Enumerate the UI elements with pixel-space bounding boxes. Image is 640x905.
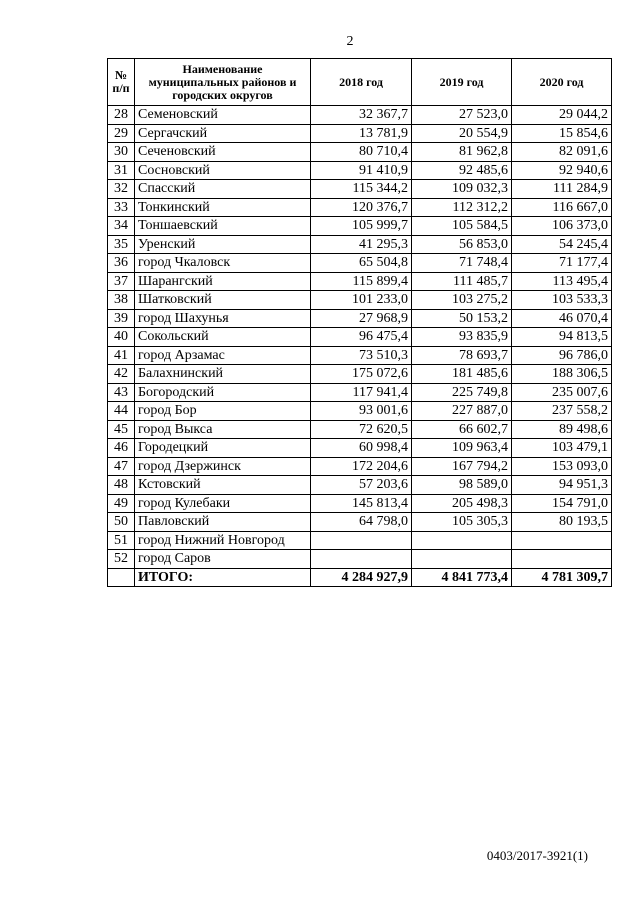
value-2018-cell: 172 204,6 bbox=[311, 457, 412, 476]
row-number-cell: 39 bbox=[108, 309, 135, 328]
municipality-name-cell: город Шахунья bbox=[135, 309, 311, 328]
value-2018-cell: 93 001,6 bbox=[311, 402, 412, 421]
value-2020-cell: 92 940,6 bbox=[512, 161, 612, 180]
total-number-cell bbox=[108, 568, 135, 587]
value-2020-cell: 82 091,6 bbox=[512, 143, 612, 162]
value-2019-cell: 92 485,6 bbox=[412, 161, 512, 180]
row-number-cell: 47 bbox=[108, 457, 135, 476]
row-number-cell: 38 bbox=[108, 291, 135, 310]
value-2018-cell: 60 998,4 bbox=[311, 439, 412, 458]
value-2019-cell: 50 153,2 bbox=[412, 309, 512, 328]
value-2019-cell: 225 749,8 bbox=[412, 383, 512, 402]
municipality-name-cell: Шатковский bbox=[135, 291, 311, 310]
table-body bbox=[108, 106, 612, 569]
municipality-name-cell: Балахнинский bbox=[135, 365, 311, 384]
value-2020-cell: 80 193,5 bbox=[512, 513, 612, 532]
value-2019-cell: 105 305,3 bbox=[412, 513, 512, 532]
row-number-cell: 43 bbox=[108, 383, 135, 402]
table-header-row bbox=[108, 59, 612, 106]
value-2018-cell: 27 968,9 bbox=[311, 309, 412, 328]
row-number-cell: 36 bbox=[108, 254, 135, 273]
value-2019-cell: 111 485,7 bbox=[412, 272, 512, 291]
value-2020-cell bbox=[512, 531, 612, 550]
page-number: 2 bbox=[346, 34, 354, 49]
value-2020-cell: 15 854,6 bbox=[512, 124, 612, 143]
municipality-name-cell: Уренский bbox=[135, 235, 311, 254]
row-number-cell: 50 bbox=[108, 513, 135, 532]
value-2019-cell: 56 853,0 bbox=[412, 235, 512, 254]
municipality-name-cell: Сеченовский bbox=[135, 143, 311, 162]
value-2020-cell: 106 373,0 bbox=[512, 217, 612, 236]
value-2018-cell bbox=[311, 550, 412, 569]
total-row bbox=[108, 568, 612, 587]
budget-table bbox=[107, 58, 612, 587]
value-2018-cell: 120 376,7 bbox=[311, 198, 412, 217]
value-2018-cell: 101 233,0 bbox=[311, 291, 412, 310]
row-number-cell: 45 bbox=[108, 420, 135, 439]
value-2020-cell: 237 558,2 bbox=[512, 402, 612, 421]
value-2018-cell: 115 899,4 bbox=[311, 272, 412, 291]
value-2020-cell: 116 667,0 bbox=[512, 198, 612, 217]
row-number-cell: 32 bbox=[108, 180, 135, 199]
municipality-name-cell: Сергачский bbox=[135, 124, 311, 143]
municipality-name-cell: Павловский bbox=[135, 513, 311, 532]
table-row bbox=[108, 383, 612, 402]
table-row bbox=[108, 420, 612, 439]
table-row bbox=[108, 328, 612, 347]
value-2020-cell: 94 951,3 bbox=[512, 476, 612, 495]
row-number-cell: 37 bbox=[108, 272, 135, 291]
table-row bbox=[108, 457, 612, 476]
municipality-name-cell: Семеновский bbox=[135, 106, 311, 125]
value-2020-cell: 235 007,6 bbox=[512, 383, 612, 402]
value-2018-cell: 175 072,6 bbox=[311, 365, 412, 384]
value-2020-cell: 188 306,5 bbox=[512, 365, 612, 384]
value-2018-cell: 105 999,7 bbox=[311, 217, 412, 236]
value-2020-cell: 46 070,4 bbox=[512, 309, 612, 328]
row-number-cell: 29 bbox=[108, 124, 135, 143]
row-number-cell: 41 bbox=[108, 346, 135, 365]
municipality-name-cell: Шарангский bbox=[135, 272, 311, 291]
total-label: ИТОГО: bbox=[135, 568, 311, 587]
municipality-name-cell: Тонкинский bbox=[135, 198, 311, 217]
value-2019-cell: 112 312,2 bbox=[412, 198, 512, 217]
value-2020-cell: 111 284,9 bbox=[512, 180, 612, 199]
table-row bbox=[108, 476, 612, 495]
value-2019-cell: 93 835,9 bbox=[412, 328, 512, 347]
value-2018-cell: 72 620,5 bbox=[311, 420, 412, 439]
table-row bbox=[108, 143, 612, 162]
row-number-cell: 48 bbox=[108, 476, 135, 495]
municipality-name-cell: город Саров bbox=[135, 550, 311, 569]
value-2018-cell: 117 941,4 bbox=[311, 383, 412, 402]
table-row bbox=[108, 531, 612, 550]
value-2018-cell: 73 510,3 bbox=[311, 346, 412, 365]
municipality-name-cell: город Дзержинск bbox=[135, 457, 311, 476]
municipality-name-cell: Городецкий bbox=[135, 439, 311, 458]
municipality-name-cell: Сокольский bbox=[135, 328, 311, 347]
value-2018-cell: 115 344,2 bbox=[311, 180, 412, 199]
municipality-name-cell: Тоншаевский bbox=[135, 217, 311, 236]
header-number: № п/п bbox=[108, 59, 135, 106]
total-2018: 4 284 927,9 bbox=[311, 568, 412, 587]
table-row bbox=[108, 346, 612, 365]
value-2020-cell: 154 791,0 bbox=[512, 494, 612, 513]
value-2018-cell: 80 710,4 bbox=[311, 143, 412, 162]
value-2020-cell: 94 813,5 bbox=[512, 328, 612, 347]
value-2020-cell: 54 245,4 bbox=[512, 235, 612, 254]
value-2020-cell: 89 498,6 bbox=[512, 420, 612, 439]
value-2019-cell: 227 887,0 bbox=[412, 402, 512, 421]
municipality-name-cell: Кстовский bbox=[135, 476, 311, 495]
table-row bbox=[108, 550, 612, 569]
value-2018-cell: 145 813,4 bbox=[311, 494, 412, 513]
table-row bbox=[108, 161, 612, 180]
municipality-name-cell: Богородский bbox=[135, 383, 311, 402]
table-row bbox=[108, 513, 612, 532]
value-2019-cell: 181 485,6 bbox=[412, 365, 512, 384]
value-2019-cell: 20 554,9 bbox=[412, 124, 512, 143]
value-2020-cell: 103 479,1 bbox=[512, 439, 612, 458]
header-2019: 2019 год bbox=[412, 59, 512, 106]
total-2019: 4 841 773,4 bbox=[412, 568, 512, 587]
row-number-cell: 49 bbox=[108, 494, 135, 513]
municipality-name-cell: город Бор bbox=[135, 402, 311, 421]
value-2018-cell bbox=[311, 531, 412, 550]
value-2019-cell: 109 032,3 bbox=[412, 180, 512, 199]
municipality-name-cell: Спасский bbox=[135, 180, 311, 199]
value-2019-cell: 205 498,3 bbox=[412, 494, 512, 513]
table-row bbox=[108, 309, 612, 328]
header-2020: 2020 год bbox=[512, 59, 612, 106]
value-2018-cell: 13 781,9 bbox=[311, 124, 412, 143]
row-number-cell: 44 bbox=[108, 402, 135, 421]
row-number-cell: 33 bbox=[108, 198, 135, 217]
table-row bbox=[108, 106, 612, 125]
value-2018-cell: 91 410,9 bbox=[311, 161, 412, 180]
table-row bbox=[108, 254, 612, 273]
row-number-cell: 28 bbox=[108, 106, 135, 125]
header-municipality: Наименование муниципальных районов и городских округов bbox=[135, 59, 311, 106]
table-row bbox=[108, 235, 612, 254]
value-2019-cell: 105 584,5 bbox=[412, 217, 512, 236]
table-row bbox=[108, 439, 612, 458]
municipality-name-cell: город Чкаловск bbox=[135, 254, 311, 273]
value-2020-cell: 113 495,4 bbox=[512, 272, 612, 291]
row-number-cell: 52 bbox=[108, 550, 135, 569]
municipality-name-cell: Сосновский bbox=[135, 161, 311, 180]
value-2018-cell: 32 367,7 bbox=[311, 106, 412, 125]
municipality-name-cell: город Нижний Новгород bbox=[135, 531, 311, 550]
total-2020: 4 781 309,7 bbox=[512, 568, 612, 587]
value-2019-cell: 81 962,8 bbox=[412, 143, 512, 162]
table-row bbox=[108, 124, 612, 143]
row-number-cell: 40 bbox=[108, 328, 135, 347]
row-number-cell: 51 bbox=[108, 531, 135, 550]
row-number-cell: 42 bbox=[108, 365, 135, 384]
value-2019-cell: 109 963,4 bbox=[412, 439, 512, 458]
value-2020-cell: 96 786,0 bbox=[512, 346, 612, 365]
value-2019-cell bbox=[412, 531, 512, 550]
value-2020-cell: 103 533,3 bbox=[512, 291, 612, 310]
table-row bbox=[108, 402, 612, 421]
value-2019-cell: 78 693,7 bbox=[412, 346, 512, 365]
table-row bbox=[108, 291, 612, 310]
value-2018-cell: 41 295,3 bbox=[311, 235, 412, 254]
value-2019-cell: 27 523,0 bbox=[412, 106, 512, 125]
value-2018-cell: 57 203,6 bbox=[311, 476, 412, 495]
table-row bbox=[108, 198, 612, 217]
value-2018-cell: 64 798,0 bbox=[311, 513, 412, 532]
value-2020-cell: 153 093,0 bbox=[512, 457, 612, 476]
value-2020-cell: 29 044,2 bbox=[512, 106, 612, 125]
value-2019-cell: 98 589,0 bbox=[412, 476, 512, 495]
row-number-cell: 46 bbox=[108, 439, 135, 458]
value-2018-cell: 96 475,4 bbox=[311, 328, 412, 347]
value-2019-cell: 167 794,2 bbox=[412, 457, 512, 476]
table-row bbox=[108, 180, 612, 199]
value-2019-cell: 103 275,2 bbox=[412, 291, 512, 310]
value-2020-cell bbox=[512, 550, 612, 569]
value-2019-cell: 66 602,7 bbox=[412, 420, 512, 439]
municipality-name-cell: город Кулебаки bbox=[135, 494, 311, 513]
table-row bbox=[108, 217, 612, 236]
row-number-cell: 30 bbox=[108, 143, 135, 162]
municipality-name-cell: город Выкса bbox=[135, 420, 311, 439]
value-2018-cell: 65 504,8 bbox=[311, 254, 412, 273]
value-2019-cell: 71 748,4 bbox=[412, 254, 512, 273]
value-2019-cell bbox=[412, 550, 512, 569]
row-number-cell: 31 bbox=[108, 161, 135, 180]
table-row bbox=[108, 365, 612, 384]
row-number-cell: 35 bbox=[108, 235, 135, 254]
header-2018: 2018 год bbox=[311, 59, 412, 106]
table-row bbox=[108, 272, 612, 291]
table-row bbox=[108, 494, 612, 513]
document-code: 0403/2017-3921(1) bbox=[486, 848, 588, 863]
municipality-name-cell: город Арзамас bbox=[135, 346, 311, 365]
value-2020-cell: 71 177,4 bbox=[512, 254, 612, 273]
row-number-cell: 34 bbox=[108, 217, 135, 236]
